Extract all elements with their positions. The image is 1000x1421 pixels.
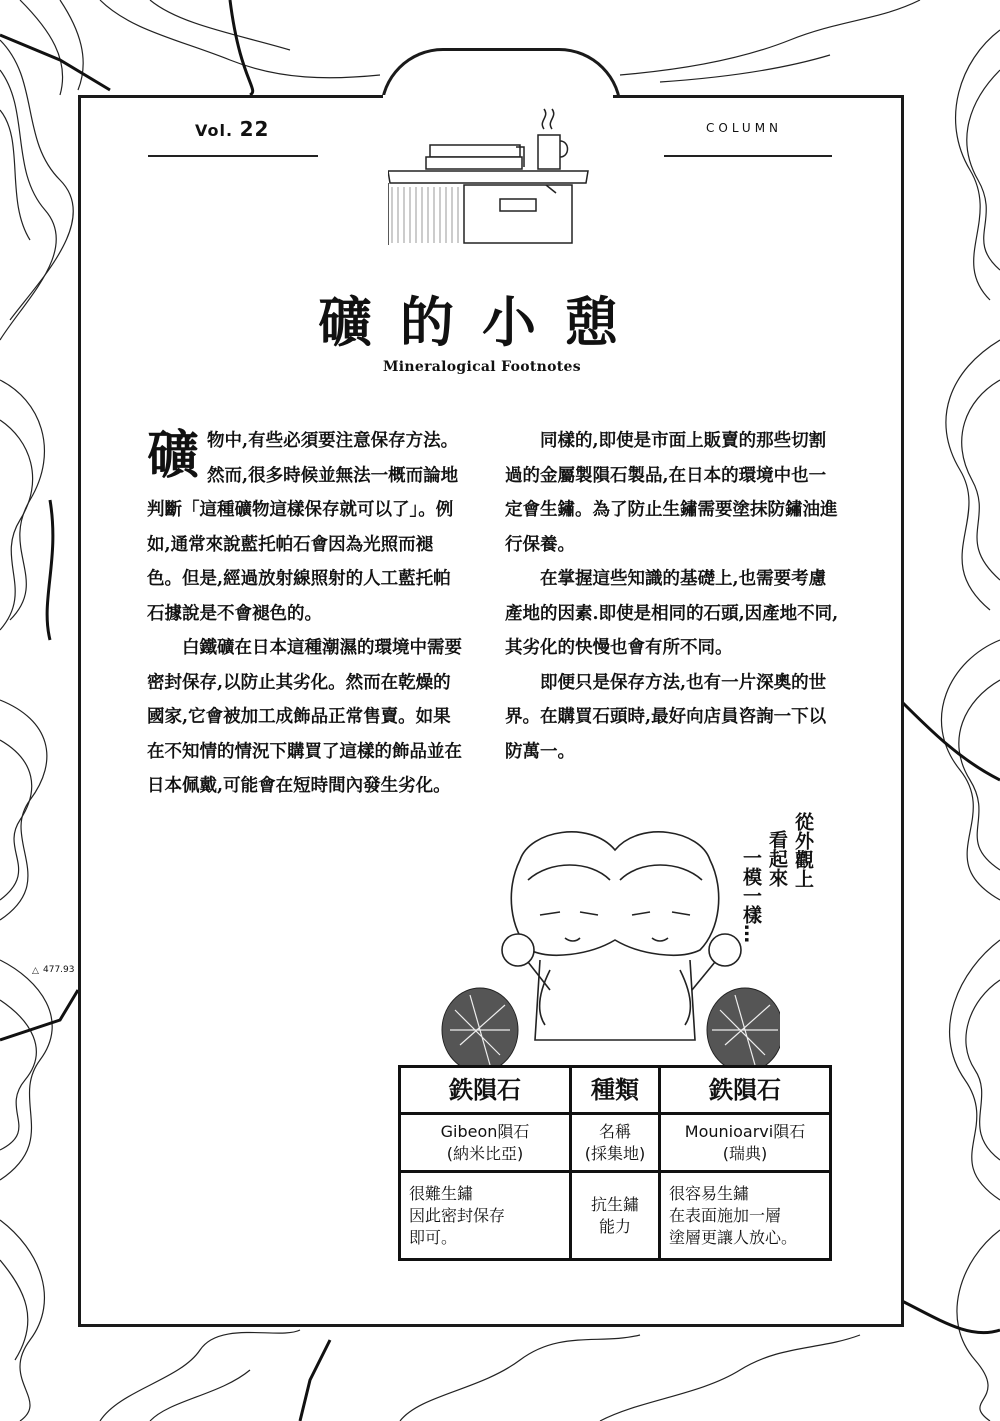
elevation-label: 477.93 bbox=[43, 965, 75, 975]
table-cell-left: 很難生鏽 因此密封保存 即可。 bbox=[400, 1172, 571, 1260]
svg-text:△: △ bbox=[32, 966, 39, 976]
table-row bbox=[400, 1114, 831, 1172]
drop-cap: 礦 bbox=[147, 425, 200, 486]
table-header-middle: 種類 bbox=[571, 1067, 660, 1114]
column-subtitle: Mineralogical Footnotes bbox=[383, 359, 581, 375]
table-header-left: 鉄隕石 bbox=[400, 1067, 571, 1114]
twins-illustration bbox=[440, 820, 780, 1065]
volume-label bbox=[195, 117, 269, 141]
table-cell-right: Mounioarvi隕石 (瑞典) bbox=[660, 1114, 831, 1172]
table-header-right: 鉄隕石 bbox=[660, 1067, 831, 1114]
column-title: 礦的小憩 bbox=[318, 291, 646, 354]
paragraph-text: 物中,有些必須要注意保存方法。然而,很多時候並無法一概而論地判斷「這種礦物這樣保存就可以了」。例如,通常來說藍托帕石會因為光照而褪色。但是,經過放射線照射的人工藍托帕石據說是不會褪色的。 bbox=[147, 431, 459, 624]
desk-illustration bbox=[388, 95, 590, 245]
volume-prefix: Vol. bbox=[195, 121, 234, 140]
speech-line-1: 從外觀上 bbox=[792, 812, 814, 888]
table-cell-middle: 抗生鏽 能力 bbox=[571, 1172, 660, 1260]
paragraph: 即便只是保存方法,也有一片深奧的世界。在購買石頭時,最好向店員咨詢一下以防萬一。 bbox=[505, 672, 827, 762]
volume-number: 22 bbox=[239, 117, 270, 141]
table-row bbox=[400, 1172, 831, 1260]
paragraph: 白鐵礦在日本這種潮濕的環境中需要密封保存,以防止其劣化。然而在乾燥的國家,它會被加工成飾品正常售賣。如果在不知情的情況下購買了這樣的飾品並在日本佩戴,可能會在短時間內發生劣化。 bbox=[147, 638, 462, 796]
article-right-column bbox=[505, 424, 840, 769]
article-left-column bbox=[147, 424, 465, 804]
meteorite-comparison-table bbox=[398, 1065, 832, 1261]
table-cell-left: Gibeon隕石 (納米比亞) bbox=[400, 1114, 571, 1172]
table-cell-right: 很容易生鏽 在表面施加一層 塗層更讓人放心。 bbox=[660, 1172, 831, 1260]
table-header-row bbox=[400, 1067, 831, 1114]
header-rule-left bbox=[148, 155, 318, 157]
speech-line-3: 一模一樣… bbox=[740, 848, 762, 943]
table-cell-middle: 名稱 (採集地) bbox=[571, 1114, 660, 1172]
paragraph: 在掌握這些知識的基礎上,也需要考慮產地的因素.即使是相同的石頭,因產地不同,其劣化的快慢也會有所不同。 bbox=[505, 569, 839, 658]
paragraph bbox=[147, 424, 465, 631]
speech-line-2: 看起來 bbox=[766, 830, 788, 887]
column-label: COLUMN bbox=[706, 121, 783, 135]
header-rule-right bbox=[664, 155, 832, 157]
paragraph: 同樣的,即使是市面上販賣的那些切割過的金屬製隕石製品,在日本的環境中也一定會生鏽。為了防止生鏽需要塗抹防鏽油進行保養。 bbox=[505, 431, 838, 555]
